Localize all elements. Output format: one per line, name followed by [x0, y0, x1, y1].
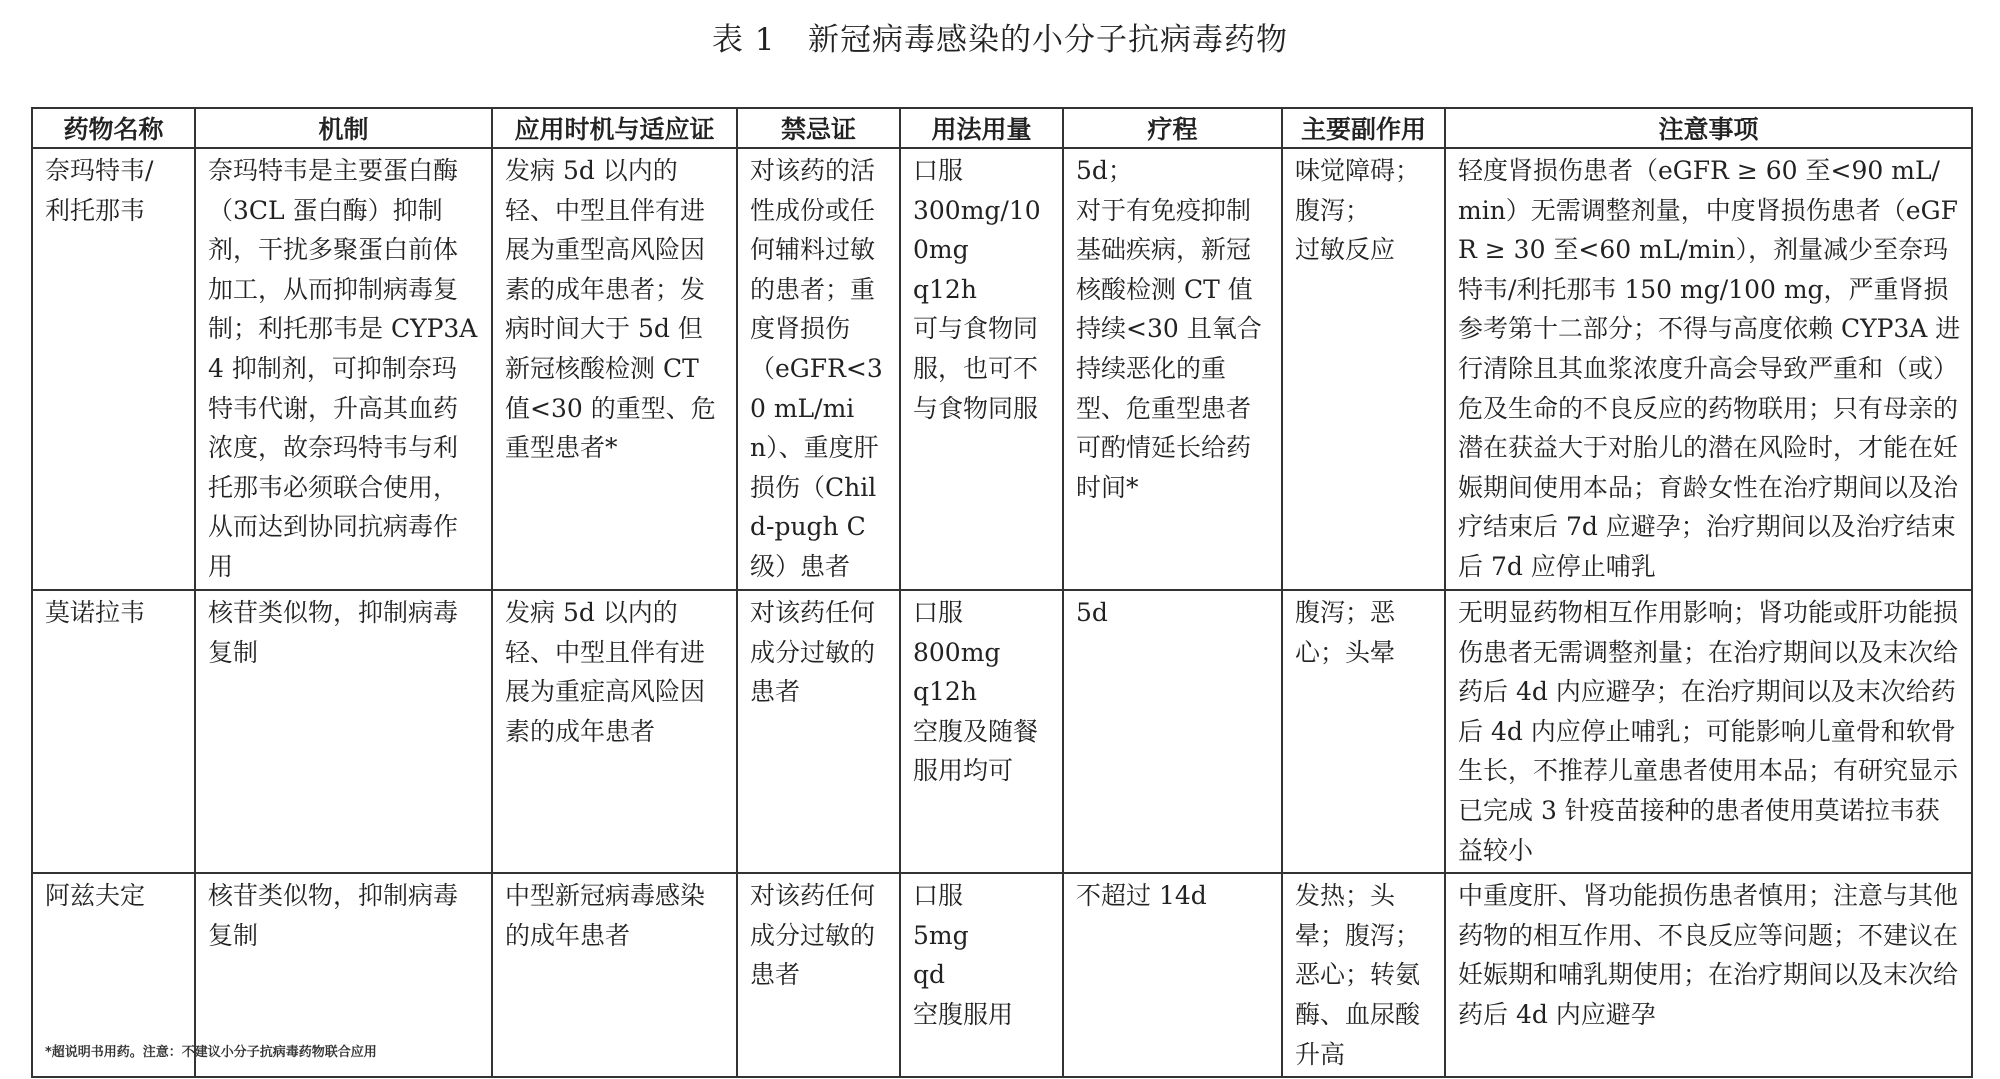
cell-dosage: 口服 5mg qd 空腹服用	[900, 873, 1063, 1077]
cell-indication: 发病 5d 以内的轻、中型且伴有进展为重症高风险因素的成年患者	[492, 590, 737, 873]
header-contraindication: 禁忌证	[737, 108, 900, 148]
header-course: 疗程	[1063, 108, 1282, 148]
cell-drug-name: 阿兹夫定	[32, 873, 195, 1077]
footnote: *超说明书用药。注意：不建议小分子抗病毒药物联合应用	[45, 1045, 377, 1060]
cell-precautions: 无明显药物相互作用影响；肾功能或肝功能损伤患者无需调整剂量；在治疗期间以及末次给药后 4d 内应避孕；在治疗期间以及末次给药后 4d 内应停止哺乳；可能影响儿童骨和软骨生长，不推荐儿童患者使用本品；有研究显示已完成 3 针疫苗接种的患者使用莫诺拉韦获益较小	[1445, 590, 1972, 873]
cell-precautions: 轻度肾损伤患者（eGFR ≥ 60 至<90 mL/min）无需调整剂量，中度肾损伤患者（eGFR ≥ 30 至<60 mL/min），剂量减少至奈玛特韦/利托那韦 150 mg/100 mg，严重肾损参考第十二部分；不得与高度依赖 CYP3A 进行清除且其血浆浓度升高会导致严重和（或）危及生命的不良反应的药物联用；只有母亲的潜在获益大于对胎儿的潜在风险时，才能在妊娠期间使用本品；育龄女性在治疗期间以及治疗结束后 7d 应避孕；治疗期间以及治疗结束后 7d 应停止哺乳	[1445, 148, 1972, 590]
header-precautions: 注意事项	[1445, 108, 1972, 148]
header-mechanism: 机制	[195, 108, 492, 148]
cell-course: 5d	[1063, 590, 1282, 873]
cell-side-effects: 发热；头晕；腹泻；恶心；转氨酶、血尿酸升高	[1282, 873, 1445, 1077]
header-drug-name: 药物名称	[32, 108, 195, 148]
cell-course: 不超过 14d	[1063, 873, 1282, 1077]
cell-side-effects: 腹泻；恶心；头晕	[1282, 590, 1445, 873]
cell-drug-name: 奈玛特韦/ 利托那韦	[32, 148, 195, 590]
cell-drug-name: 莫诺拉韦	[32, 590, 195, 873]
table-row	[32, 148, 1972, 590]
header-row	[32, 108, 1972, 148]
table-title: 表 1 新冠病毒感染的小分子抗病毒药物	[711, 22, 1289, 58]
cell-precautions: 中重度肝、肾功能损伤患者慎用；注意与其他药物的相互作用、不良反应等问题；不建议在妊娠期和哺乳期使用；在治疗期间以及末次给药后 4d 内应避孕	[1445, 873, 1972, 1077]
cell-mechanism: 核苷类似物，抑制病毒复制	[195, 590, 492, 873]
cell-mechanism: 核苷类似物，抑制病毒复制	[195, 873, 492, 1077]
cell-mechanism: 奈玛特韦是主要蛋白酶（3CL 蛋白酶）抑制剂，干扰多聚蛋白前体加工，从而抑制病毒复制；利托那韦是 CYP3A4 抑制剂，可抑制奈玛特韦代谢，升高其血药浓度，故奈玛特韦与利托那韦必须联合使用，从而达到协同抗病毒作用	[195, 148, 492, 590]
header-dosage: 用法用量	[900, 108, 1063, 148]
header-side-effects: 主要副作用	[1282, 108, 1445, 148]
cell-indication: 发病 5d 以内的轻、中型且伴有进展为重型高风险因素的成年患者；发病时间大于 5d 但新冠核酸检测 CT 值<30 的重型、危重型患者*	[492, 148, 737, 590]
cell-dosage: 口服 800mg q12h 空腹及随餐服用均可	[900, 590, 1063, 873]
cell-dosage: 口服 300mg/100mg q12h 可与食物同服，也可不与食物同服	[900, 148, 1063, 590]
cell-contraindication: 对该药任何成分过敏的患者	[737, 590, 900, 873]
cell-contraindication: 对该药的活性成份或任何辅料过敏的患者；重度肾损伤（eGFR<30 mL/min）、重度肝损伤（Child-pugh C 级）患者	[737, 148, 900, 590]
header-indication: 应用时机与适应证	[492, 108, 737, 148]
table-row	[32, 590, 1972, 873]
cell-indication: 中型新冠病毒感染的成年患者	[492, 873, 737, 1077]
cell-contraindication: 对该药任何成分过敏的患者	[737, 873, 900, 1077]
drug-table	[31, 107, 1973, 1078]
cell-side-effects: 味觉障碍； 腹泻； 过敏反应	[1282, 148, 1445, 590]
cell-course: 5d； 对于有免疫抑制基础疾病，新冠核酸检测 CT 值持续<30 且氧合持续恶化的重型、危重型患者可酌情延长给药时间*	[1063, 148, 1282, 590]
